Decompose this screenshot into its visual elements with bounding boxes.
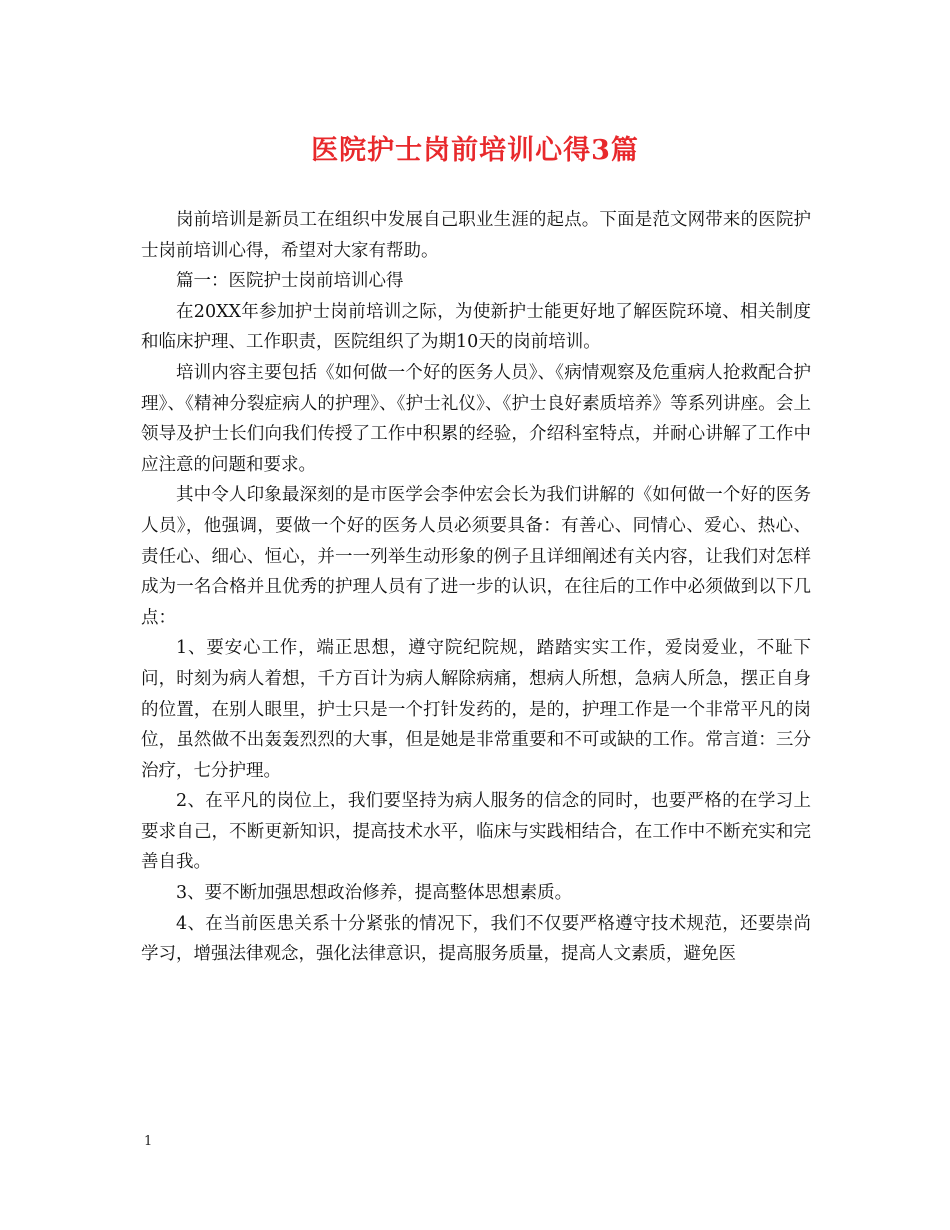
list-item: 4、在当前医患关系十分紧张的情况下，我们不仅要严格遵守技术规范，还要崇尚学习，增强法律观念，强化法律意识，提高服务质量，提高人文素质，避免医 bbox=[141, 913, 811, 965]
paragraph-intro: 岗前培训是新员工在组织中发展自己职业生涯的起点。下面是范文网带来的医院护士岗前培训心得，希望对大家有帮助。 bbox=[141, 210, 811, 261]
list-item: 2、在平凡的岗位上，我们要坚持为病人服务的信念的同时，也要严格的在学习上要求自己，不断更新知识，提高技术水平，临床与实践相结合，在工作中不断充实和完善自我。 bbox=[141, 791, 811, 873]
list-item: 3、要不断加强思想政治修养，提高整体思想素质。 bbox=[176, 883, 573, 904]
paragraph: 其中令人印象最深刻的是市医学会李仲宏会长为我们讲解的《如何做一个好的医务人员》，他强调，要做一个好的医务人员必须要具备：有善心、同情心、爱心、热心、责任心、细心、恒心，并一一列举生动形象的例子且详细阐述有关内容，让我们对怎样成为一名合格并且优秀的护理人员有了进一步的认识，在往后的工作中必须做到以下几点： bbox=[141, 485, 811, 628]
section-heading: 篇一：医院护士岗前培训心得 bbox=[176, 271, 404, 292]
list-item: 1、要安心工作，端正思想，遵守院纪院规，踏踏实实工作，爱岗爱业，不耻下问，时刻为病人着想，千方百计为病人解除病痛，想病人所想，急病人所急，摆正自身的位置，在别人眼里，护士只是一个打针发药的，是的，护理工作是一个非常平凡的岗位，虽然做不出轰轰烈烈的大事，但是她是非常重要和不可或缺的工作。常言道：三分治疗，七分护理。 bbox=[141, 638, 811, 781]
page-number: 1 bbox=[144, 1134, 153, 1149]
document-body bbox=[141, 205, 811, 970]
paragraph: 在20XX年参加护士岗前培训之际，为使新护士能更好地了解医院环境、相关制度和临床护理、工作职责，医院组织了为期10天的岗前培训。 bbox=[141, 301, 811, 353]
paragraph: 培训内容主要包括《如何做一个好的医务人员》、《病情观察及危重病人抢救配合护理》、《精神分裂症病人的护理》、《护士礼仪》、《护士良好素质培养》等系列讲座。会上领导及护士长们向我们传授了工作中积累的经验，介绍科室特点，并耐心讲解了工作中应注意的问题和要求。 bbox=[141, 362, 811, 475]
document-title: 医院护士岗前培训心得3篇 bbox=[311, 135, 639, 166]
